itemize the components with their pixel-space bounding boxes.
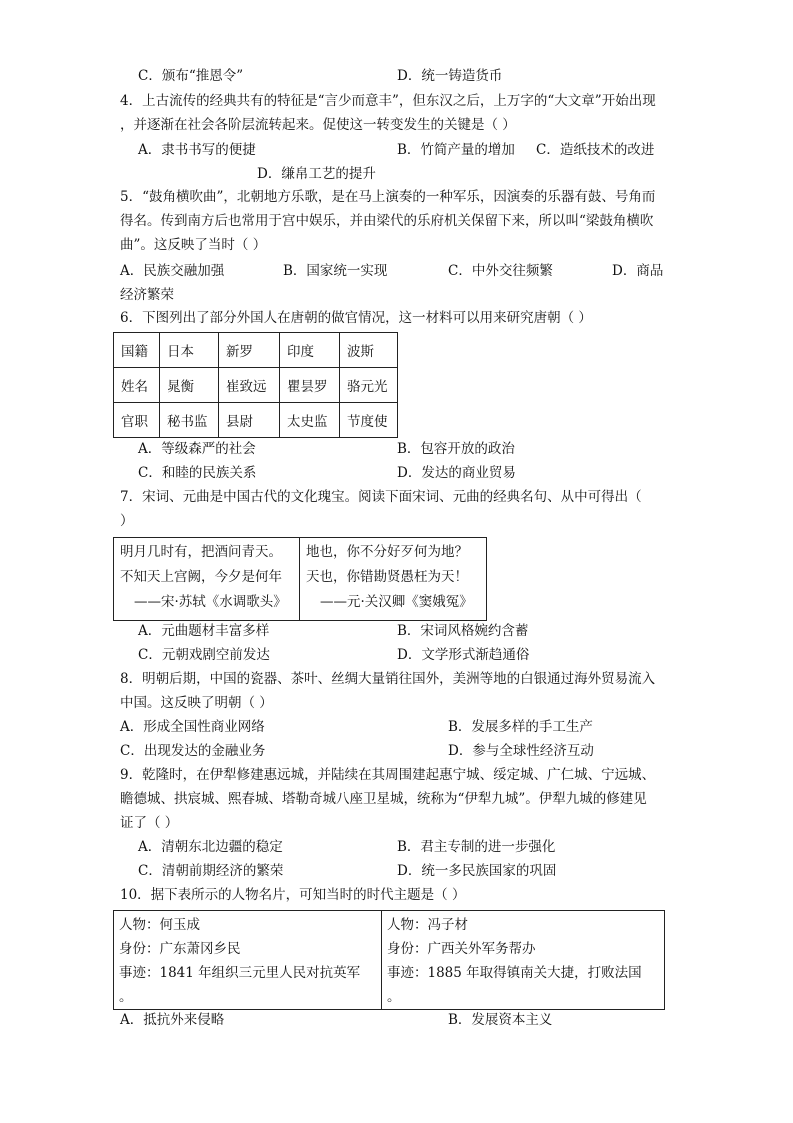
person-card-he-yucheng xyxy=(114,911,382,1009)
q5-stem-line3: 曲”。这反映了当时（ ） xyxy=(120,237,267,253)
table-cell: 骆元光 xyxy=(340,368,398,403)
q6-option-a: A．等级森严的社会 xyxy=(138,441,256,457)
q9-stem-line3: 证了（ ） xyxy=(120,815,179,831)
song-ci-quote xyxy=(114,538,300,620)
card-line: 身份：广西关外军务帮办 xyxy=(387,941,536,957)
table-cell: 崔致远 xyxy=(219,368,280,403)
q7-quote-box xyxy=(113,537,487,621)
table-cell: 新罗 xyxy=(219,333,280,368)
table-cell: 姓名 xyxy=(114,368,160,403)
table-cell: 节度使 xyxy=(340,403,398,438)
q4-option-c: C．造纸技术的改进 xyxy=(536,142,655,158)
q5-option-a: A．民族交融加强 xyxy=(120,263,225,279)
q4-option-d: D．缣帛工艺的提升 xyxy=(257,166,376,182)
table-cell: 国籍 xyxy=(114,333,160,368)
card-line: 。 xyxy=(387,989,401,1005)
q10-person-cards xyxy=(113,910,665,1010)
q8-option-b: B．发展多样的手工生产 xyxy=(448,719,593,735)
q9-option-d: D．统一多民族国家的巩固 xyxy=(397,863,557,879)
table-cell: 县尉 xyxy=(219,403,280,438)
q6-option-d: D．发达的商业贸易 xyxy=(397,465,516,481)
q5-stem-line2: 得名。传到南方后也常用于宫中娱乐，并由梁代的乐府机关保留下来，所以叫“梁鼓角横吹 xyxy=(120,213,654,229)
table-row xyxy=(114,333,398,368)
q4-stem-line2: ，并逐渐在社会各阶层流转起来。促使这一转变发生的关键是（ ） xyxy=(120,117,516,133)
q9-option-c: C．清朝前期经济的繁荣 xyxy=(138,863,284,879)
table-cell: 秘书监 xyxy=(160,403,219,438)
table-cell: 波斯 xyxy=(340,333,398,368)
q8-option-c: C．出现发达的金融业务 xyxy=(120,743,266,759)
q5-option-d-continued: 经济繁荣 xyxy=(120,287,174,303)
q7-stem-line1: 7．宋词、元曲是中国古代的文化瑰宝。阅读下面宋词、元曲的经典名句、从中可得出（ xyxy=(120,489,642,505)
q3-option-c: C．颁布“推恩令” xyxy=(138,68,244,84)
q7-option-a: A．元曲题材丰富多样 xyxy=(138,623,270,639)
q8-stem-line2: 中国。这反映了明朝（ ） xyxy=(120,695,273,711)
q6-option-b: B．包容开放的政治 xyxy=(397,441,515,457)
table-row xyxy=(114,403,398,438)
q6-official-table xyxy=(113,332,398,438)
table-row xyxy=(114,368,398,403)
person-card-feng-zicai xyxy=(382,911,664,1009)
q4-option-a: A．隶书书写的便捷 xyxy=(138,142,256,158)
q7-option-d: D．文学形式渐趋通俗 xyxy=(397,647,530,663)
q5-option-b: B．国家统一实现 xyxy=(283,263,388,279)
card-line: 人物：何玉成 xyxy=(119,917,200,933)
card-line: 人物：冯子材 xyxy=(387,917,468,933)
q5-stem-line1: 5．“鼓角横吹曲”，北朝地方乐歌，是在马上演奏的一种军乐，因演奏的乐器有鼓、号角而 xyxy=(120,189,656,205)
q7-option-b: B．宋词风格婉约含蓄 xyxy=(397,623,529,639)
q9-option-b: B．君主专制的进一步强化 xyxy=(397,839,556,855)
quote-line: 天也，你错勘贤愚枉为天！ xyxy=(306,569,468,585)
card-line: 。 xyxy=(119,989,133,1005)
q5-option-c: C．中外交往频繁 xyxy=(448,263,553,279)
table-cell: 官职 xyxy=(114,403,160,438)
yuan-qu-quote xyxy=(300,538,486,620)
q10-stem: 10．据下表所示的人物名片，可知当时的时代主题是（ ） xyxy=(120,887,466,903)
q6-option-c: C．和睦的民族关系 xyxy=(138,465,257,481)
q7-stem-line2: ） xyxy=(120,513,134,529)
q4-option-b: B．竹简产量的增加 xyxy=(397,142,515,158)
q10-option-a: A．抵抗外来侵略 xyxy=(120,1012,225,1028)
table-cell: 晁衡 xyxy=(160,368,219,403)
card-line: 身份：广东萧冈乡民 xyxy=(119,941,241,957)
quote-line: 明月几时有，把酒问青天。 xyxy=(120,544,282,560)
q9-stem-line2: 瞻德城、拱宸城、熙春城、塔勒奇城八座卫星城，统称为“伊犁九城”。伊犁九城的修建见 xyxy=(120,791,647,807)
table-cell: 日本 xyxy=(160,333,219,368)
quote-source: ——宋·苏轼《水调歌头》 xyxy=(134,594,287,610)
q8-option-d: D．参与全球性经济互动 xyxy=(448,743,594,759)
quote-line: 不知天上宫阙，今夕是何年 xyxy=(120,569,282,585)
q5-option-d: D．商品 xyxy=(612,263,664,279)
card-line: 事迹：1885 年取得镇南关大捷，打败法国 xyxy=(387,965,642,981)
table-cell: 太史监 xyxy=(280,403,340,438)
q6-stem: 6．下图列出了部分外国人在唐朝的做官情况，这一材料可以用来研究唐朝（ ） xyxy=(120,310,592,326)
q4-stem-line1: 4．上古流传的经典共有的特征是“言少而意丰”，但东汉之后，上万字的“大文章”开始出现 xyxy=(120,93,656,109)
table-cell: 印度 xyxy=(280,333,340,368)
q8-option-a: A．形成全国性商业网络 xyxy=(120,719,265,735)
table-cell: 瞿昙罗 xyxy=(280,368,340,403)
q7-option-c: C．元朝戏剧空前发达 xyxy=(138,647,270,663)
card-line: 事迹：1841 年组织三元里人民对抗英军 xyxy=(119,965,361,981)
q3-option-d: D．统一铸造货币 xyxy=(397,68,503,84)
q10-option-b: B．发展资本主义 xyxy=(448,1012,553,1028)
q9-option-a: A．清朝东北边疆的稳定 xyxy=(138,839,283,855)
quote-line: 地也，你不分好歹何为地？ xyxy=(306,544,468,560)
q8-stem-line1: 8．明朝后期，中国的瓷器、茶叶、丝绸大量销往国外，美洲等地的白银通过海外贸易流入 xyxy=(120,671,656,687)
quote-source: ——元·关汉卿《窦娥冤》 xyxy=(320,594,473,610)
q9-stem-line1: 9．乾隆时，在伊犁修建惠远城，并陆续在其周围建起惠宁城、绥定城、广仁城、宁远城、 xyxy=(120,767,656,783)
